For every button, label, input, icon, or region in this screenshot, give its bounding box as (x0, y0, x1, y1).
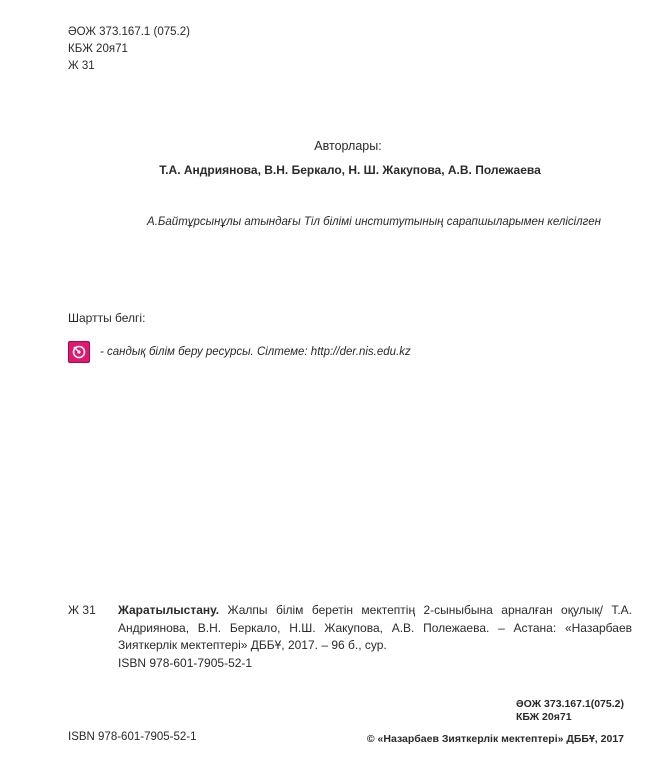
authors-label: Авторлары: (314, 139, 382, 153)
footer-isbn: ISBN 978-601-7905-52-1 (68, 731, 197, 743)
bottom-lbc-code: КБЖ 20я71 (515, 711, 572, 723)
legend-row (68, 341, 411, 363)
bibliographic-record (68, 602, 632, 672)
author-sign: Ж 31 (68, 60, 95, 72)
authors-block (0, 138, 656, 177)
legend-text: - сандық білім беру ресурсы. Сілтеме: http://der.nis.edu.kz (100, 346, 411, 358)
lbc-code: КБЖ 20я71 (68, 43, 128, 55)
biblio-body (118, 602, 632, 672)
approval-note: А.Байтұрсынұлы атындағы Тіл білімі институтының сарапшыларымен келісілген (147, 216, 601, 228)
classification-block (68, 24, 190, 75)
bottom-udc-code: ӘОЖ 373.167.1(075.2) (515, 698, 624, 710)
legend-label: Шартты белгі: (68, 311, 146, 325)
biblio-code: Ж 31 (68, 603, 96, 617)
udc-code: ӘОЖ 373.167.1 (075.2) (68, 26, 190, 38)
biblio-isbn: ISBN 978-601-7905-52-1 (118, 655, 253, 670)
copyright-notice: © «Назарбаев Зияткерлік мектептері» ДББҰ, 2017 (366, 733, 624, 745)
book-description: Жалпы білім беретін мектептің 2-сыныбына арналған оқулық/ Т.А. Андриянова, В.Н. Беркало, Н.Ш. Жакупова, А.В. Полежаева. – Астана: «Назарбаев Зияткерлік мектептері» ДББҰ, 2017. – 96 б., сур. (118, 603, 632, 652)
book-title: Жаратылыстану. (118, 603, 220, 617)
bottom-classification (516, 698, 624, 724)
digital-resource-icon (68, 341, 90, 363)
authors-names: Т.А. Андриянова, В.Н. Беркало, Н. Ш. Жакупова, А.В. Полежаева (159, 163, 541, 177)
